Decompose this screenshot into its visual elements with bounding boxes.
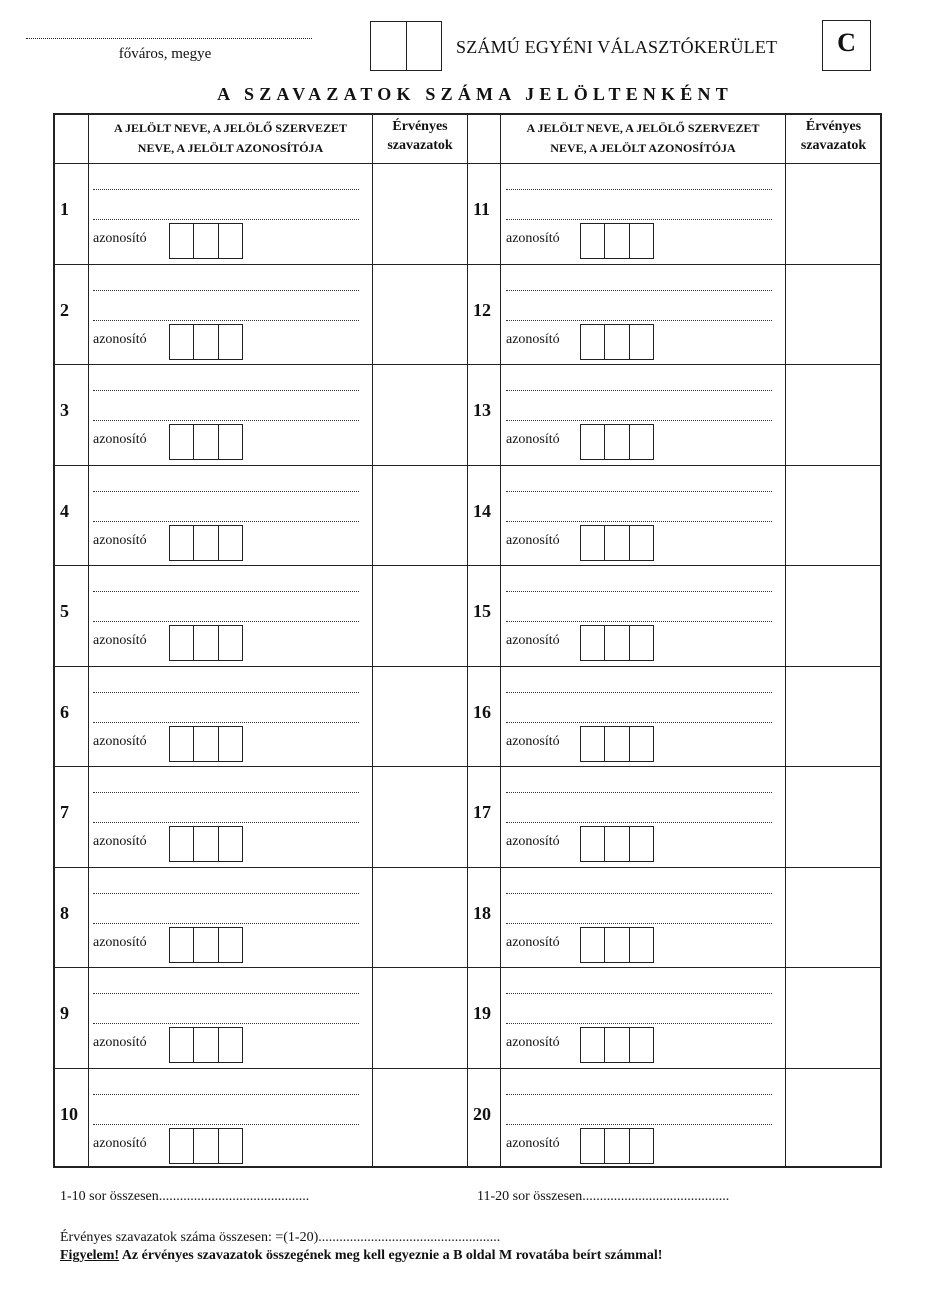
candidate-name-field[interactable]	[506, 621, 772, 622]
candidate-id-label: azonosító	[93, 1035, 147, 1050]
candidate-id-label: azonosító	[93, 432, 147, 447]
candidate-id-label: azonosító	[506, 1035, 560, 1050]
candidate-name-field[interactable]	[93, 1094, 359, 1095]
candidate-id-digit-cell[interactable]	[605, 727, 629, 761]
row-number: 10	[60, 1104, 78, 1124]
candidate-id-box[interactable]	[580, 324, 654, 360]
valid-votes-cell[interactable]	[786, 266, 876, 362]
candidate-id-digit-cell[interactable]	[170, 526, 194, 560]
district-digit-cell[interactable]	[371, 22, 407, 70]
candidate-id-digit-cell[interactable]	[219, 325, 242, 359]
candidate-column-header-right	[501, 118, 785, 158]
candidate-id-box[interactable]	[580, 424, 654, 460]
candidate-name-field[interactable]	[93, 189, 359, 190]
candidate-id-digit-cell[interactable]	[605, 626, 629, 660]
row-number: 14	[473, 501, 491, 521]
candidate-name-field[interactable]	[506, 591, 772, 592]
candidate-name-field[interactable]	[506, 219, 772, 220]
total-valid-votes: Érvényes szavazatok száma összesen: =(1-20)....................................................	[60, 1230, 501, 1245]
candidate-id-label: azonosító	[93, 332, 147, 347]
warning-text: Az érvényes szavazatok összegének meg kell egyeznie a B oldal M rovatába beírt számmal!	[119, 1248, 663, 1263]
candidate-name-field[interactable]	[506, 491, 772, 492]
candidate-id-digit-cell[interactable]	[170, 626, 194, 660]
row-number: 3	[60, 400, 69, 420]
votes-column-header-left	[373, 117, 467, 155]
candidate-id-digit-cell[interactable]	[630, 928, 653, 962]
candidate-id-label: azonosító	[506, 935, 560, 950]
candidate-id-digit-cell[interactable]	[194, 727, 218, 761]
candidate-header-line2: NEVE, A JELÖLT AZONOSÍTÓJA	[137, 141, 324, 155]
candidate-id-digit-cell[interactable]	[194, 1028, 218, 1062]
table-row-divider	[53, 867, 882, 868]
row-number: 6	[60, 702, 69, 722]
candidate-id-box[interactable]	[169, 1128, 243, 1164]
candidate-id-label: azonosító	[506, 1136, 560, 1151]
candidate-name-field[interactable]	[93, 320, 359, 321]
row-number: 7	[60, 802, 69, 822]
candidate-name-field[interactable]	[93, 822, 359, 823]
candidate-name-field[interactable]	[93, 390, 359, 391]
table-column-divider	[467, 113, 468, 1168]
table-column-divider	[88, 113, 89, 1168]
candidate-id-box[interactable]	[169, 324, 243, 360]
candidate-id-label: azonosító	[93, 533, 147, 548]
row-number: 5	[60, 601, 69, 621]
votes-header-line1: Érvényes	[805, 119, 862, 134]
candidate-id-digit-cell[interactable]	[581, 325, 605, 359]
candidate-name-field[interactable]	[93, 591, 359, 592]
table-column-divider	[500, 113, 501, 1168]
valid-votes-cell[interactable]	[786, 165, 876, 261]
candidate-id-digit-cell[interactable]	[630, 325, 653, 359]
candidate-id-digit-cell[interactable]	[581, 827, 605, 861]
candidate-id-digit-cell[interactable]	[219, 224, 242, 258]
candidate-header-line1: A JELÖLT NEVE, A JELÖLŐ SZERVEZET	[526, 121, 760, 135]
candidate-id-digit-cell[interactable]	[630, 626, 653, 660]
candidate-name-field[interactable]	[506, 923, 772, 924]
valid-votes-cell[interactable]	[373, 668, 463, 764]
candidate-id-digit-cell[interactable]	[605, 325, 629, 359]
candidate-name-field[interactable]	[93, 893, 359, 894]
candidate-name-field[interactable]	[93, 420, 359, 421]
row-number: 4	[60, 501, 69, 521]
candidate-id-label: azonosító	[93, 633, 147, 648]
table-row-divider	[53, 465, 882, 466]
row-number: 13	[473, 400, 491, 420]
candidate-name-field[interactable]	[93, 621, 359, 622]
table-row-divider	[53, 163, 882, 164]
candidate-name-field[interactable]	[93, 692, 359, 693]
candidate-name-field[interactable]	[506, 390, 772, 391]
valid-votes-cell[interactable]	[373, 869, 463, 965]
candidate-id-digit-cell[interactable]	[170, 425, 194, 459]
candidate-name-field[interactable]	[506, 692, 772, 693]
candidate-id-digit-cell[interactable]	[581, 626, 605, 660]
candidate-name-field[interactable]	[506, 893, 772, 894]
row-number: 19	[473, 1003, 491, 1023]
candidate-name-field[interactable]	[506, 1124, 772, 1125]
valid-votes-cell[interactable]	[373, 366, 463, 462]
candidate-id-digit-cell[interactable]	[605, 224, 629, 258]
candidate-id-digit-cell[interactable]	[170, 727, 194, 761]
candidate-id-label: azonosító	[506, 533, 560, 548]
candidate-id-digit-cell[interactable]	[581, 1028, 605, 1062]
sheet-letter: C	[822, 20, 871, 71]
candidate-id-label: azonosító	[506, 834, 560, 849]
candidate-id-box[interactable]	[169, 625, 243, 661]
candidate-id-digit-cell[interactable]	[194, 626, 218, 660]
candidate-id-box[interactable]	[169, 1027, 243, 1063]
candidate-name-field[interactable]	[93, 722, 359, 723]
valid-votes-cell[interactable]	[373, 467, 463, 563]
candidate-name-field[interactable]	[93, 1023, 359, 1024]
valid-votes-cell[interactable]	[786, 567, 876, 663]
votes-header-line2: szavazatok	[800, 138, 867, 153]
candidate-id-box[interactable]	[580, 1128, 654, 1164]
location-dotted-line[interactable]	[26, 28, 312, 39]
candidate-id-box[interactable]	[169, 424, 243, 460]
valid-votes-cell[interactable]	[786, 668, 876, 764]
row-number: 11	[473, 199, 491, 219]
main-title: A SZAVAZATOK SZÁMA JELÖLTENKÉNT	[217, 84, 733, 104]
candidate-name-field[interactable]	[506, 1023, 772, 1024]
candidate-name-field[interactable]	[506, 521, 772, 522]
table-row-divider	[53, 565, 882, 566]
warning-note	[60, 1248, 662, 1264]
valid-votes-cell[interactable]	[373, 1070, 463, 1166]
valid-votes-cell[interactable]	[786, 467, 876, 563]
row-number: 12	[473, 300, 491, 320]
row-number: 20	[473, 1104, 491, 1124]
candidate-id-digit-cell[interactable]	[219, 727, 242, 761]
table-row-divider	[53, 766, 882, 767]
candidate-id-digit-cell[interactable]	[605, 1129, 629, 1163]
candidate-id-digit-cell[interactable]	[194, 224, 218, 258]
candidate-id-digit-cell[interactable]	[581, 425, 605, 459]
candidate-id-digit-cell[interactable]	[170, 827, 194, 861]
row-number: 18	[473, 903, 491, 923]
candidate-id-digit-cell[interactable]	[219, 526, 242, 560]
district-digit-cell[interactable]	[407, 22, 442, 70]
district-number-box[interactable]	[370, 21, 442, 71]
candidate-id-digit-cell[interactable]	[630, 1028, 653, 1062]
candidate-id-box[interactable]	[580, 223, 654, 259]
candidate-id-digit-cell[interactable]	[219, 425, 242, 459]
row-number: 15	[473, 601, 491, 621]
sum-rows-1-10: 1-10 sor összesen...........................................	[60, 1189, 310, 1204]
candidate-id-digit-cell[interactable]	[605, 526, 629, 560]
valid-votes-cell[interactable]	[786, 768, 876, 864]
candidate-id-digit-cell[interactable]	[194, 425, 218, 459]
candidate-id-label: azonosító	[93, 1136, 147, 1151]
candidate-id-digit-cell[interactable]	[194, 928, 218, 962]
location-label: főváros, megye	[118, 46, 212, 62]
candidate-id-digit-cell[interactable]	[219, 827, 242, 861]
candidate-name-field[interactable]	[506, 993, 772, 994]
candidate-id-digit-cell[interactable]	[194, 1129, 218, 1163]
candidate-id-box[interactable]	[580, 927, 654, 963]
candidate-name-field[interactable]	[93, 290, 359, 291]
candidate-id-label: azonosító	[506, 633, 560, 648]
candidate-id-digit-cell[interactable]	[630, 1129, 653, 1163]
candidate-id-digit-cell[interactable]	[630, 727, 653, 761]
row-number: 17	[473, 802, 491, 822]
candidate-id-box[interactable]	[169, 726, 243, 762]
candidate-id-box[interactable]	[580, 525, 654, 561]
candidate-id-digit-cell[interactable]	[630, 224, 653, 258]
candidate-name-field[interactable]	[93, 792, 359, 793]
candidate-id-digit-cell[interactable]	[630, 526, 653, 560]
row-number: 8	[60, 903, 69, 923]
candidate-id-digit-cell[interactable]	[170, 325, 194, 359]
candidate-name-field[interactable]	[93, 491, 359, 492]
table-row-divider	[53, 364, 882, 365]
candidate-header-line1: A JELÖLT NEVE, A JELÖLŐ SZERVEZET	[113, 121, 347, 135]
candidate-id-digit-cell[interactable]	[170, 224, 194, 258]
candidate-id-digit-cell[interactable]	[581, 1129, 605, 1163]
candidate-name-field[interactable]	[506, 722, 772, 723]
candidate-id-box[interactable]	[580, 726, 654, 762]
row-number: 1	[60, 199, 69, 219]
valid-votes-cell[interactable]	[373, 567, 463, 663]
candidate-id-digit-cell[interactable]	[581, 224, 605, 258]
candidate-id-digit-cell[interactable]	[630, 425, 653, 459]
candidate-id-box[interactable]	[580, 826, 654, 862]
table-row-divider	[53, 967, 882, 968]
candidate-id-digit-cell[interactable]	[581, 727, 605, 761]
candidate-name-field[interactable]	[506, 320, 772, 321]
candidate-name-field[interactable]	[506, 792, 772, 793]
sum-rows-11-20: 11-20 sor összesen..........................................	[477, 1189, 730, 1204]
candidate-id-digit-cell[interactable]	[170, 928, 194, 962]
candidate-id-digit-cell[interactable]	[581, 526, 605, 560]
candidate-id-box[interactable]	[169, 525, 243, 561]
candidate-id-digit-cell[interactable]	[605, 425, 629, 459]
valid-votes-cell[interactable]	[786, 869, 876, 965]
candidate-id-box[interactable]	[169, 927, 243, 963]
candidate-id-digit-cell[interactable]	[219, 1129, 242, 1163]
candidate-id-digit-cell[interactable]	[605, 928, 629, 962]
candidate-id-digit-cell[interactable]	[605, 827, 629, 861]
candidate-id-label: azonosító	[93, 834, 147, 849]
candidate-name-field[interactable]	[93, 521, 359, 522]
votes-header-line1: Érvényes	[392, 119, 448, 134]
valid-votes-cell[interactable]	[373, 266, 463, 362]
valid-votes-cell[interactable]	[373, 768, 463, 864]
candidate-id-digit-cell[interactable]	[170, 1129, 194, 1163]
candidate-name-field[interactable]	[93, 219, 359, 220]
row-number: 9	[60, 1003, 69, 1023]
candidate-id-label: azonosító	[506, 332, 560, 347]
candidate-id-digit-cell[interactable]	[219, 928, 242, 962]
candidate-id-box[interactable]	[580, 1027, 654, 1063]
candidate-id-digit-cell[interactable]	[219, 1028, 242, 1062]
candidate-id-digit-cell[interactable]	[630, 827, 653, 861]
candidate-id-digit-cell[interactable]	[170, 1028, 194, 1062]
candidate-name-field[interactable]	[93, 1124, 359, 1125]
candidate-id-box[interactable]	[169, 826, 243, 862]
valid-votes-cell[interactable]	[373, 969, 463, 1065]
candidate-id-box[interactable]	[169, 223, 243, 259]
candidate-id-digit-cell[interactable]	[194, 526, 218, 560]
candidate-id-box[interactable]	[580, 625, 654, 661]
candidate-name-field[interactable]	[506, 290, 772, 291]
valid-votes-cell[interactable]	[786, 1070, 876, 1166]
candidate-id-digit-cell[interactable]	[219, 626, 242, 660]
candidate-id-label: azonosító	[93, 935, 147, 950]
table-row-divider	[53, 264, 882, 265]
table-row-divider	[53, 666, 882, 667]
row-number: 16	[473, 702, 491, 722]
candidate-name-field[interactable]	[506, 189, 772, 190]
candidate-id-label: azonosító	[506, 432, 560, 447]
row-number: 2	[60, 300, 69, 320]
candidate-name-field[interactable]	[506, 1094, 772, 1095]
candidate-name-field[interactable]	[506, 822, 772, 823]
district-title: SZÁMÚ EGYÉNI VÁLASZTÓKERÜLET	[456, 37, 778, 57]
candidate-id-digit-cell[interactable]	[194, 827, 218, 861]
candidate-id-digit-cell[interactable]	[194, 325, 218, 359]
votes-column-header-right	[786, 117, 881, 155]
candidate-column-header-left	[89, 118, 372, 158]
candidate-id-digit-cell[interactable]	[605, 1028, 629, 1062]
candidate-id-label: azonosító	[506, 734, 560, 749]
candidate-id-label: azonosító	[506, 231, 560, 246]
candidate-id-label: azonosító	[93, 231, 147, 246]
candidate-name-field[interactable]	[506, 420, 772, 421]
candidate-name-field[interactable]	[93, 993, 359, 994]
votes-header-line2: szavazatok	[387, 138, 453, 153]
candidate-id-label: azonosító	[93, 734, 147, 749]
table-row-divider	[53, 1068, 882, 1069]
candidate-header-line2: NEVE, A JELÖLT AZONOSÍTÓJA	[550, 141, 736, 155]
candidate-name-field[interactable]	[93, 923, 359, 924]
valid-votes-cell[interactable]	[786, 969, 876, 1065]
valid-votes-cell[interactable]	[373, 165, 463, 261]
valid-votes-cell[interactable]	[786, 366, 876, 462]
candidate-id-digit-cell[interactable]	[581, 928, 605, 962]
warning-lead: Figyelem!	[60, 1248, 120, 1263]
